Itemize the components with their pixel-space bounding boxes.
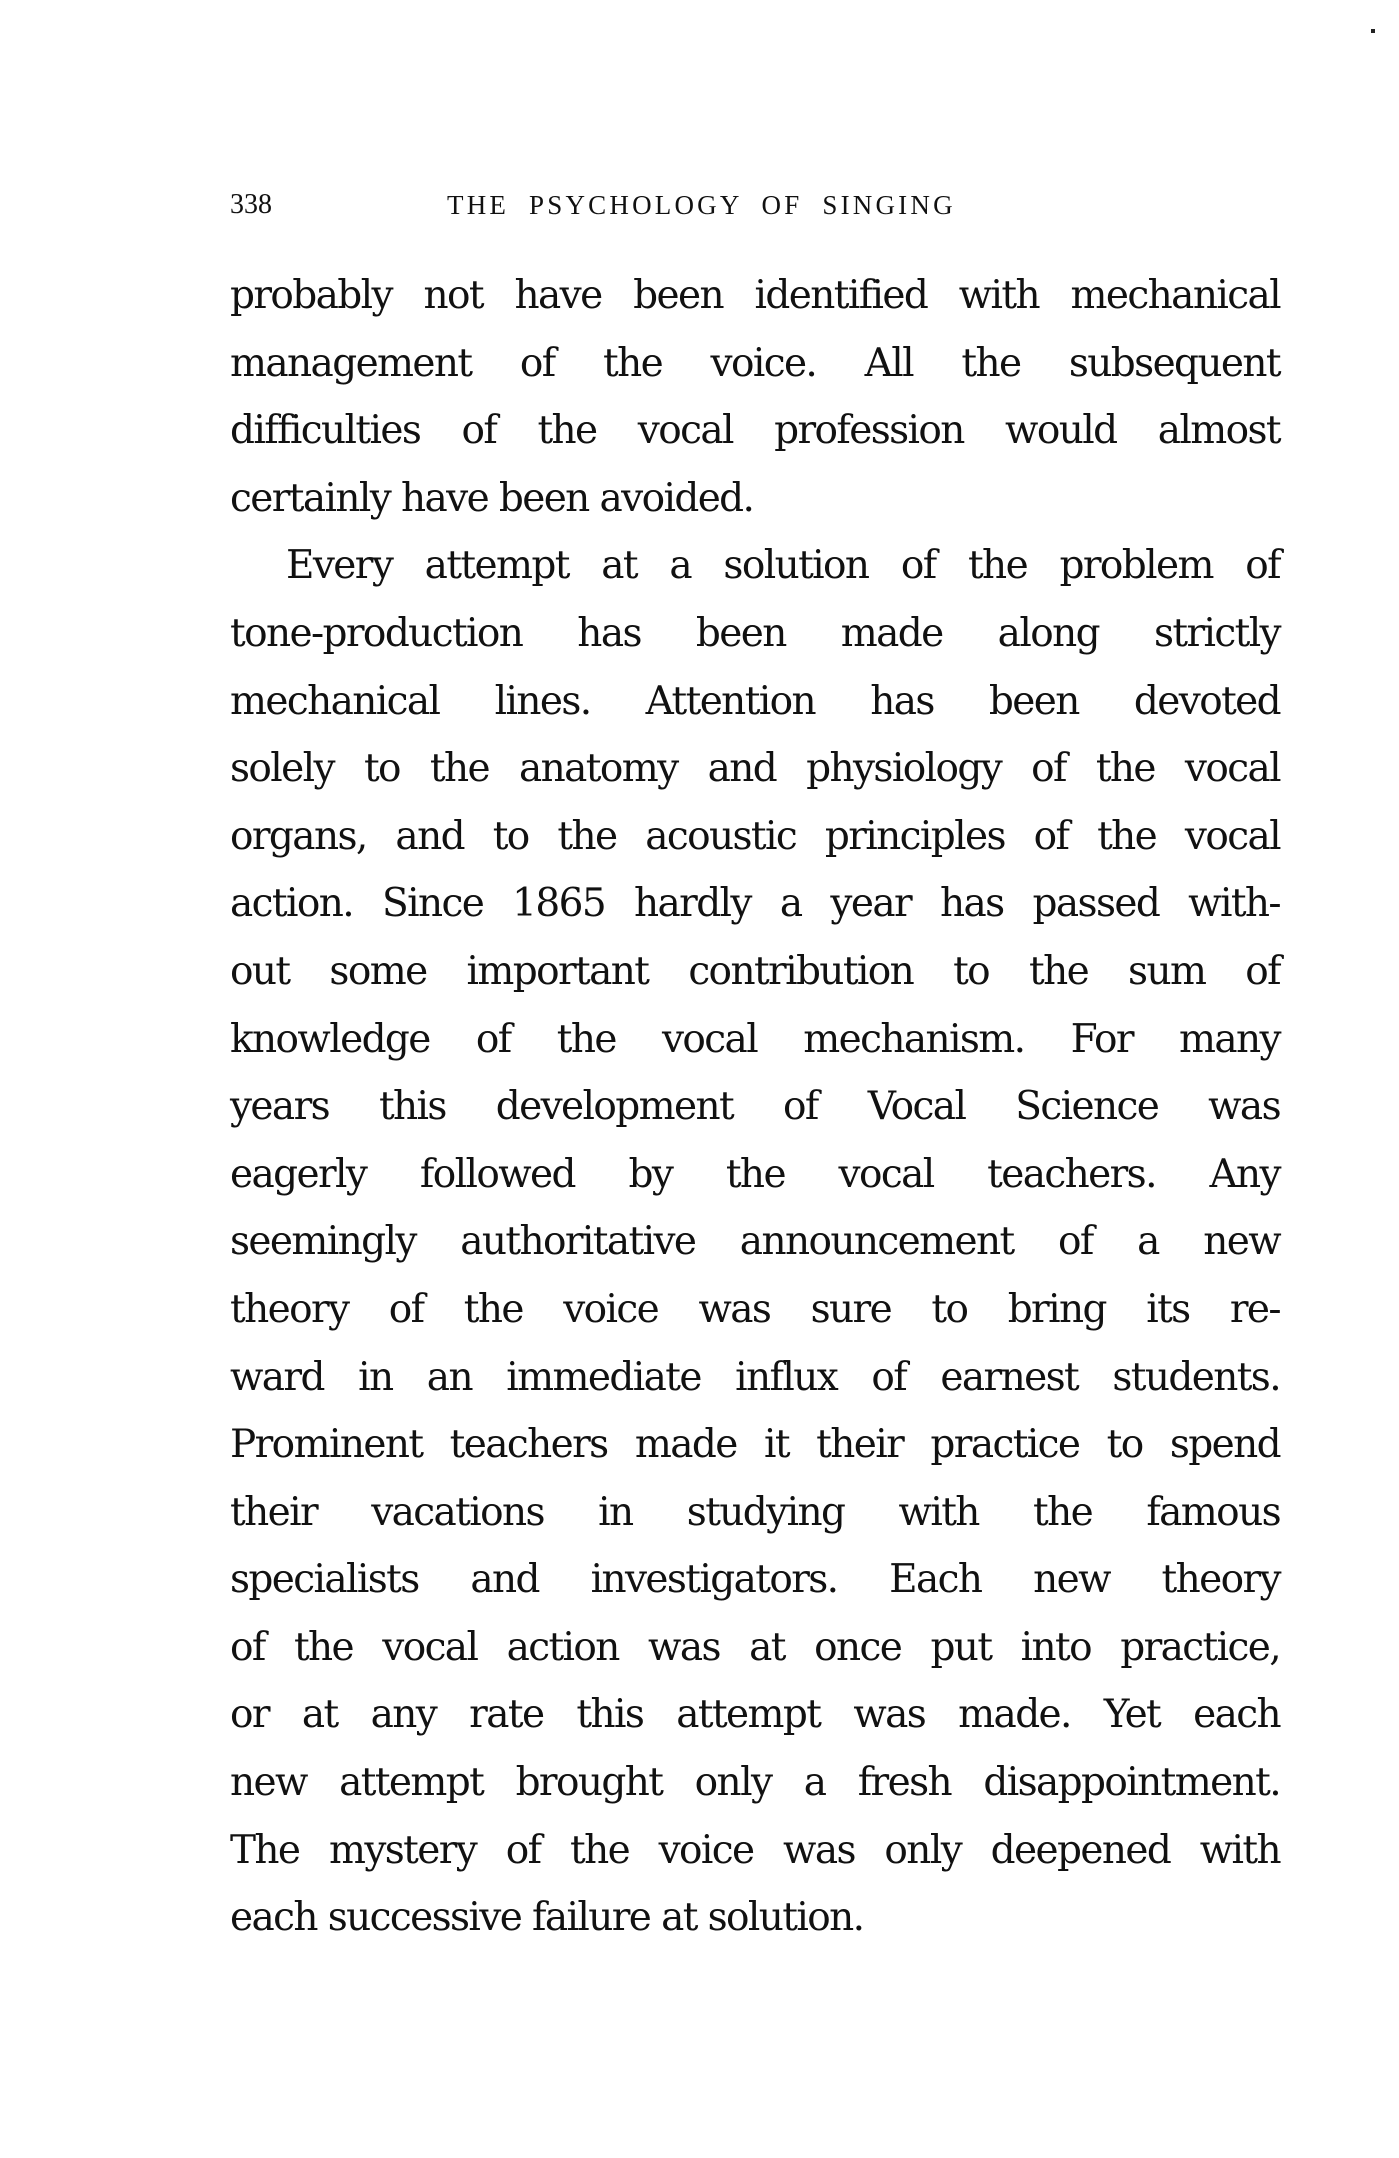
text-line: specialists and investigators. Each new theory	[230, 1557, 1280, 1603]
paragraph	[230, 262, 1280, 532]
text-line: The mystery of the voice was only deepened with	[230, 1827, 1280, 1873]
text-line: out some important contribution to the sum of	[230, 948, 1280, 994]
text-line: tone-production has been made along strictly	[230, 610, 1280, 656]
text-line: ward in an immediate influx of earnest students.	[230, 1354, 1280, 1400]
page-number: 338	[230, 189, 272, 220]
text-line: organs, and to the acoustic principles of the vocal	[230, 813, 1280, 859]
text-line: theory of the voice was sure to bring its re-	[230, 1286, 1280, 1332]
text-line: seemingly authoritative announcement of a new	[230, 1219, 1280, 1265]
text-line: Every attempt at a solution of the problem of	[286, 543, 1280, 589]
running-head	[230, 188, 1280, 222]
text-line: certainly have been avoided.	[230, 475, 754, 521]
text-line: or at any rate this attempt was made. Yet each	[230, 1692, 1280, 1738]
running-title: THE PSYCHOLOGY OF SINGING	[447, 190, 956, 220]
text-line: action. Since 1865 hardly a year has passed with-	[230, 881, 1280, 927]
body-text	[230, 262, 1280, 1952]
text-line: solely to the anatomy and physiology of the vocal	[230, 746, 1280, 792]
text-line: Prominent teachers made it their practice to spend	[230, 1422, 1280, 1468]
scan-speck	[1371, 29, 1375, 33]
paragraph	[230, 532, 1280, 1951]
text-line: of the vocal action was at once put into practice,	[230, 1624, 1280, 1670]
text-line: knowledge of the vocal mechanism. For many	[230, 1016, 1280, 1062]
text-line: years this development of Vocal Science was	[230, 1084, 1280, 1130]
text-line: their vacations in studying with the famous	[230, 1489, 1280, 1535]
text-line: each successive failure at solution.	[230, 1895, 864, 1941]
text-line: difficulties of the vocal profession would almost	[230, 408, 1280, 454]
text-line: eagerly followed by the vocal teachers. Any	[230, 1151, 1280, 1197]
text-line: mechanical lines. Attention has been devoted	[230, 678, 1280, 724]
text-line: probably not have been identified with mechanical	[230, 273, 1280, 318]
text-line: new attempt brought only a fresh disappointment.	[230, 1760, 1280, 1806]
text-line: management of the voice. All the subsequent	[230, 340, 1280, 386]
